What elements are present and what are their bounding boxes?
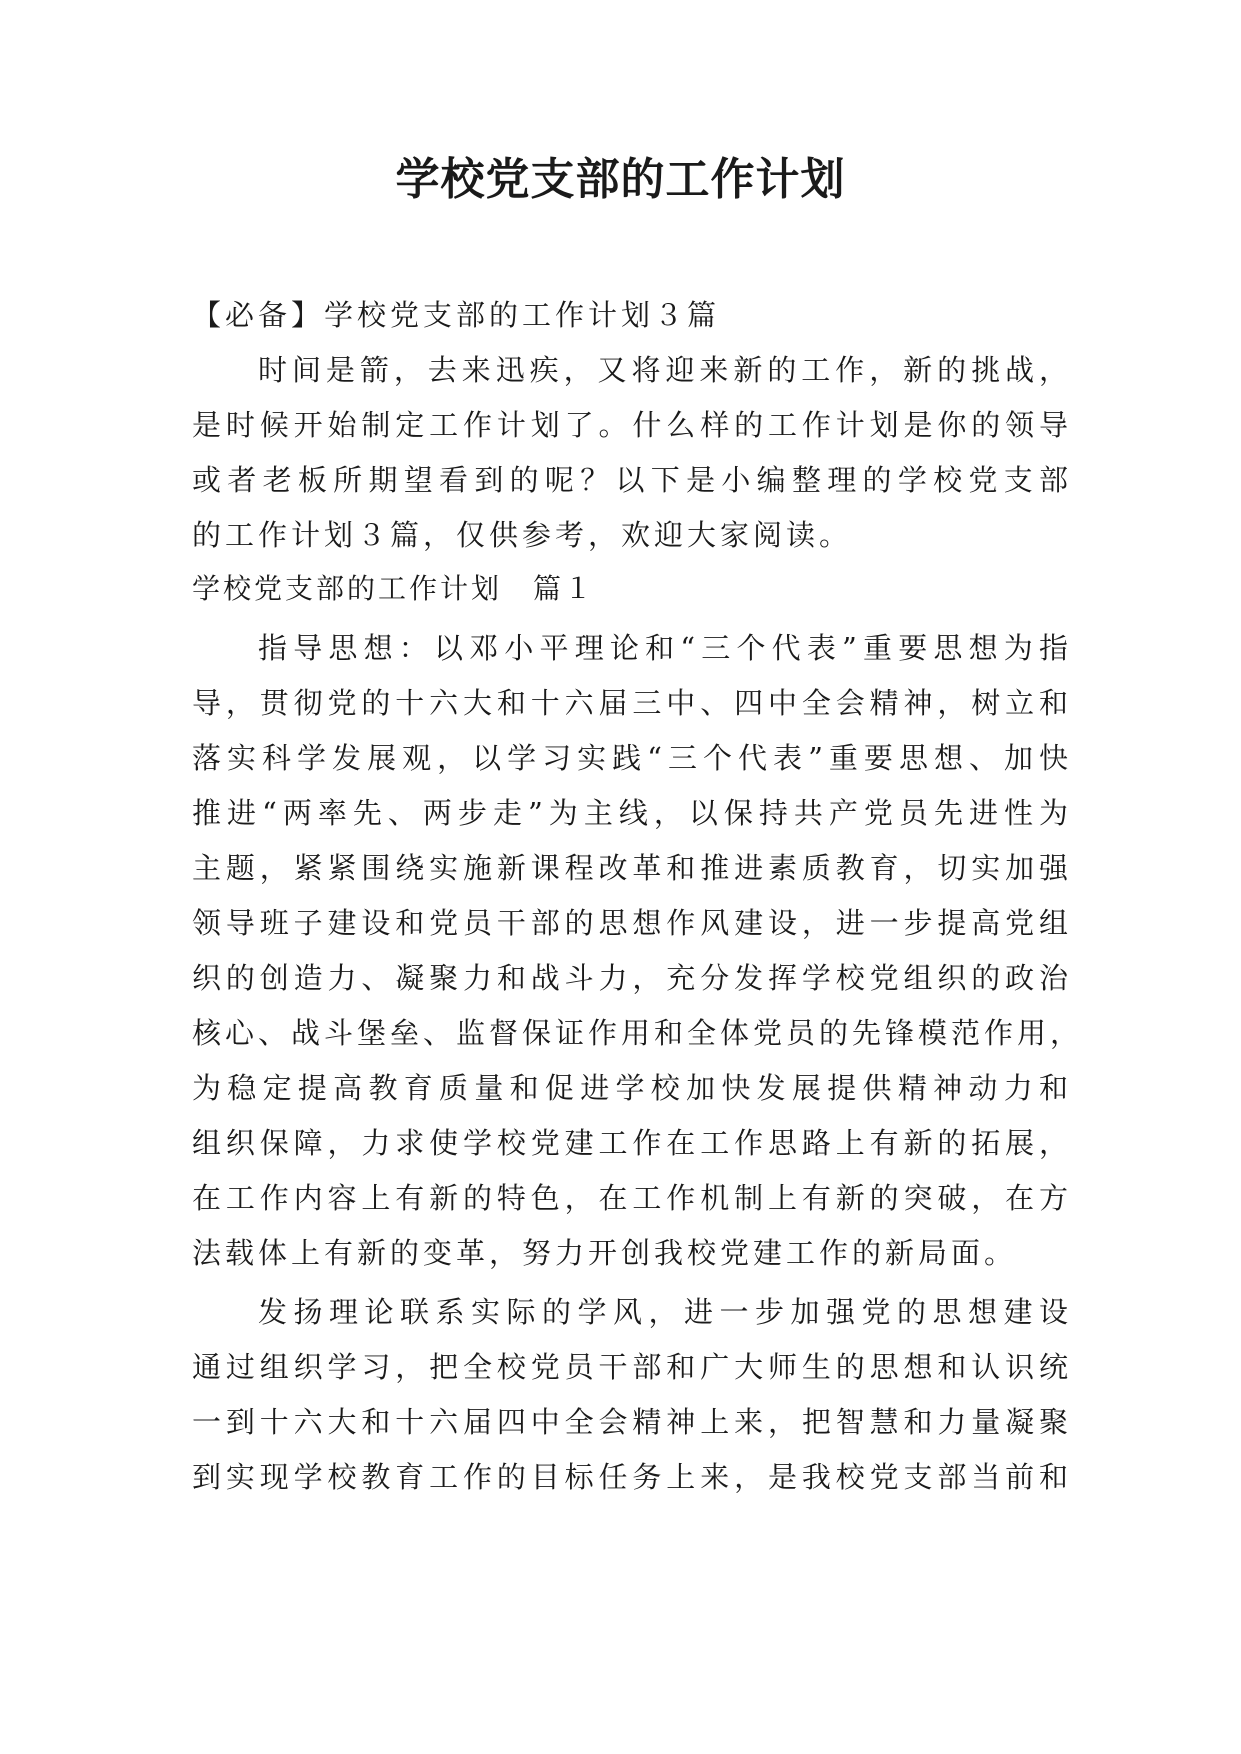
text-line: 是时候开始制定工作计划了。什么样的工作计划是你的领导 [192,408,1072,442]
text-line: 时间是箭，去来迅疾，又将迎来新的工作，新的挑战， [258,353,1072,387]
section-heading: 学校党支部的工作计划 篇１ [192,572,596,605]
text-line: 的工作计划３篇，仅供参考，欢迎大家阅读。 [192,518,853,552]
text-line: 织的创造力、凝聚力和战斗力，充分发挥学校党组织的政治 [192,961,1072,995]
text-line: 或者老板所期望看到的呢？以下是小编整理的学校党支部 [192,463,1072,497]
text-line: 核心、战斗堡垒、监督保证作用和全体党员的先锋模范作用， [192,1016,1084,1050]
text-line: 通过组织学习，把全校党员干部和广大师生的思想和认识统 [192,1350,1072,1384]
text-line: 发扬理论联系实际的学风，进一步加强党的思想建设 [258,1295,1072,1329]
document-title: 学校党支部的工作计划 [395,154,846,205]
text-line: 一到十六大和十六届四中全会精神上来，把智慧和力量凝聚 [192,1405,1072,1439]
text-line: 导，贯彻党的十六大和十六届三中、四中全会精神，树立和 [192,686,1072,720]
text-line: 推进“两率先、两步走”为主线，以保持共产党员先进性为 [192,796,1072,830]
text-line: 领导班子建设和党员干部的思想作风建设，进一步提高党组 [192,906,1072,940]
text-line: 为稳定提高教育质量和促进学校加快发展提供精神动力和 [192,1071,1072,1105]
text-line: 指导思想：以邓小平理论和“三个代表”重要思想为指 [258,631,1072,665]
text-line: 到实现学校教育工作的目标任务上来，是我校党支部当前和 [192,1460,1072,1494]
text-line: 【必备】学校党支部的工作计划３篇 [192,298,721,332]
document-body [192,288,1084,1505]
text-line: 主题，紧紧围绕实施新课程改革和推进素质教育，切实加强 [192,851,1072,885]
text-line: 法载体上有新的变革，努力开创我校党建工作的新局面。 [192,1236,1018,1270]
text-line: 在工作内容上有新的特色，在工作机制上有新的突破，在方 [192,1181,1072,1215]
text-line: 组织保障，力求使学校党建工作在工作思路上有新的拓展， [192,1126,1072,1160]
text-line: 落实科学发展观，以学习实践“三个代表”重要思想、加快 [192,741,1072,775]
